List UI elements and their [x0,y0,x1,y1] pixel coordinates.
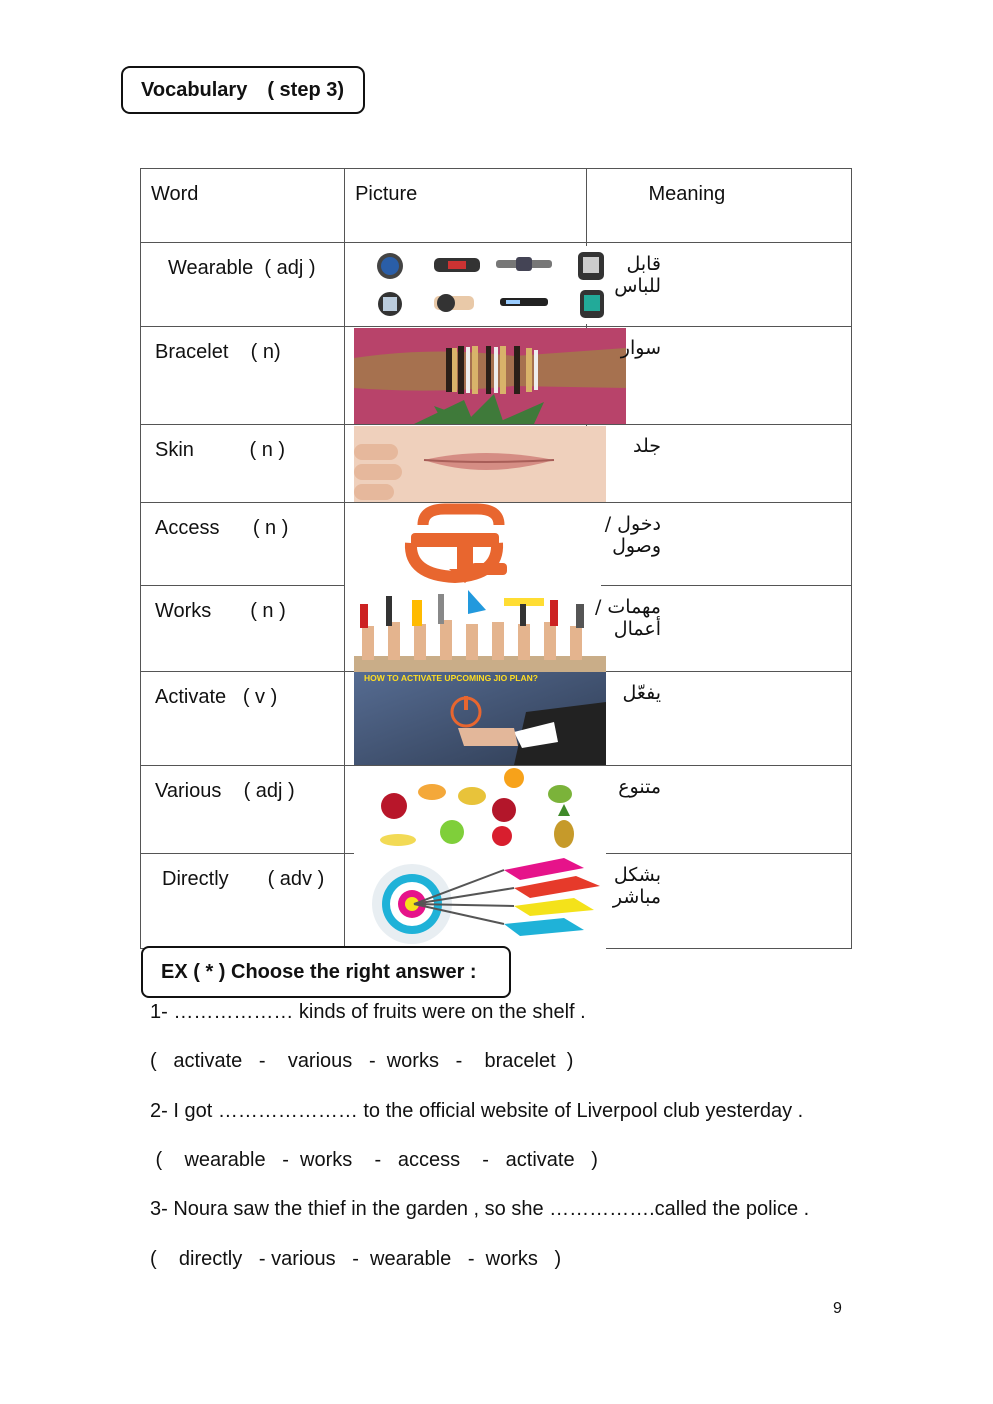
picture-cell [345,854,586,949]
word-text: Wearable [168,257,254,279]
meaning-cell: مهمات / أعمال [586,586,852,672]
table-header-row [141,169,852,243]
picture-cell [345,243,586,327]
skin-picture [354,426,606,502]
word-text: Skin [155,439,194,461]
table-row [141,327,852,425]
meaning-cell: متنوع [586,766,852,854]
word-text: Activate [155,686,227,708]
picture-cell [345,425,586,503]
pos-text: ( n) [250,341,281,363]
pos-text: ( v ) [242,686,278,708]
meaning-cell: سوار [586,327,852,425]
table-row [141,854,852,949]
word-text: Directly [162,868,229,890]
directly-darts-picture [354,854,606,949]
options-1: ( activate - various - works - bracelet ) [150,1050,574,1072]
word-cell [141,586,345,672]
word-text: Bracelet [155,341,229,363]
table-row [141,586,852,672]
meaning-cell: دخول / وصول [586,503,852,586]
meaning-cell: يفعّل [586,672,852,766]
table-row [141,766,852,854]
various-fruits-picture [354,766,606,854]
header-word: Word [141,169,345,243]
table-row [141,503,852,586]
options-2: ( wearable - works - access - activate ) [150,1149,598,1171]
header-meaning: Meaning [586,169,852,243]
question-2: 2- I got ………………… to the official website of Liverpool club yesterday . [150,1100,804,1122]
table-row [141,672,852,766]
pos-text: ( n ) [252,517,289,539]
activate-caption: HOW TO ACTIVATE UPCOMING JIO PLAN? [364,673,538,683]
picture-cell [345,672,586,766]
word-cell [141,766,345,854]
word-text: Works [155,600,212,622]
page-number: 9 [833,1300,842,1317]
picture-cell [345,586,586,672]
header-picture: Picture [345,169,586,243]
works-tools-picture [354,586,606,672]
question-1: 1- ……………… kinds of fruits were on the shelf . [150,1001,586,1023]
word-cell [141,425,345,503]
exercise-heading: EX ( * ) Choose the right answer : [141,946,511,998]
activate-picture [354,672,606,765]
word-cell [141,672,345,766]
word-text: Various [155,780,222,802]
picture-cell [345,766,586,854]
table-row [141,243,852,327]
picture-cell [345,503,586,586]
pos-text: ( n ) [249,439,286,461]
title-label: Vocabulary [141,78,248,101]
vocabulary-table [140,168,852,949]
word-text: Access [155,517,220,539]
question-3: 3- Noura saw the thief in the garden , so she …………….called the police . [150,1198,810,1220]
table-row [141,425,852,503]
title-step: ( step 3) [267,78,345,101]
pos-text: ( adj ) [243,780,295,802]
word-cell [141,503,345,586]
title-box [121,66,365,114]
pos-text: ( n ) [250,600,286,622]
picture-cell [345,327,586,425]
options-3: ( directly - various - wearable - works ) [150,1248,562,1270]
meaning-cell: قابل للباس [586,243,852,327]
word-cell [141,854,345,949]
word-cell [141,327,345,425]
pos-text: ( adj ) [264,257,316,279]
meaning-cell: جلد [586,425,852,503]
word-cell [141,243,345,327]
meaning-cell: بشكل مباشر [586,854,852,949]
pos-text: ( adv ) [267,868,325,890]
